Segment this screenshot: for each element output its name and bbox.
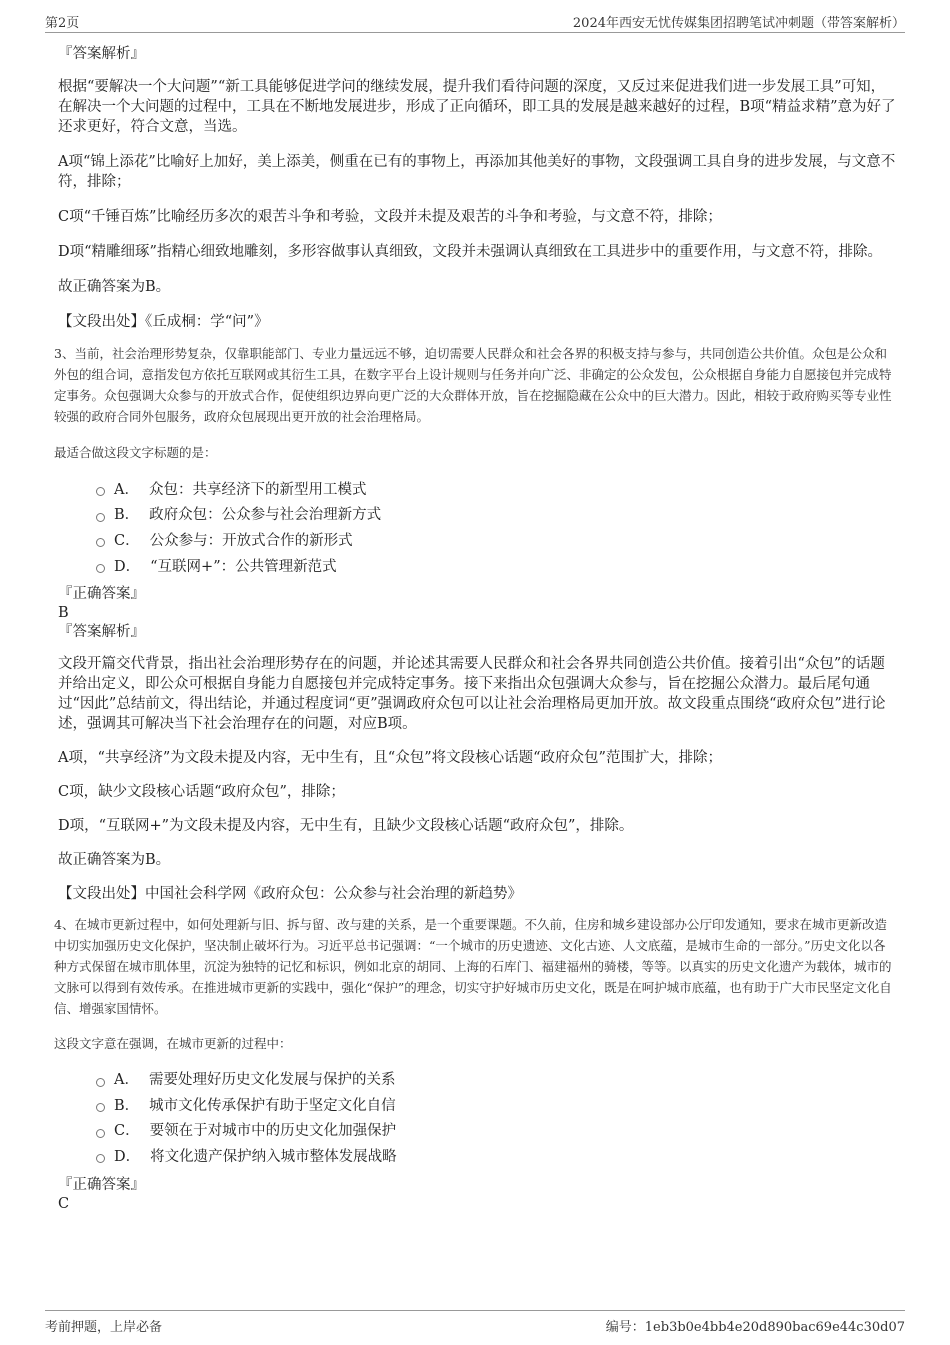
q3-options [58, 477, 898, 579]
q4-options [58, 1067, 898, 1169]
q3-conclusion: 故正确答案为B。 [58, 852, 171, 869]
q3-option-d[interactable] [96, 554, 898, 580]
page-header [45, 12, 905, 33]
option-label: A． [114, 1072, 139, 1089]
option-label: D． [114, 558, 141, 575]
radio-icon[interactable] [96, 487, 105, 496]
q3-option-c[interactable] [96, 528, 898, 554]
radio-icon[interactable] [96, 1154, 105, 1163]
option-label: B． [114, 1097, 140, 1114]
q4-answer-title: 『正确答案』 [58, 1176, 145, 1193]
q4-option-b[interactable] [96, 1093, 898, 1119]
q2-conclusion: 故正确答案为B。 [58, 279, 171, 295]
q2-analysis-title: 『答案解析』 [58, 46, 145, 62]
option-label: C． [114, 532, 140, 549]
option-text: 城市文化传承保护有助于坚定文化自信 [149, 1097, 396, 1114]
q3-analysis-p3: C项，缺少文段核心话题“政府众包”，排除； [58, 784, 345, 801]
document-title: 2024年西安无忧传媒集团招聘笔试冲刺题（带答案解析） [572, 16, 905, 31]
q3-answer-title: 『正确答案』 [58, 586, 145, 603]
radio-icon[interactable] [96, 564, 105, 573]
option-text: 要领在于对城市中的历史文化加强保护 [149, 1123, 397, 1140]
q3-option-a[interactable] [96, 477, 898, 503]
option-text: 众包：共享经济下的新型用工模式 [148, 481, 367, 498]
q3-analysis-title: 『答案解析』 [58, 624, 145, 641]
question-4 [54, 914, 898, 1213]
question-3 [54, 343, 898, 904]
q2-analysis-p1: 根据“要解决一个大问题”“新工具能够促进学问的继续发展，提升我们看待问题的深度，又反过来促进我们进一步发展工具”可知，在解决一个大问题的过程中，工具在不断地发展进步，形成了正向循环，即工具的发展是越来越好的过程，B项“精益求精”意为好了还求更好，符合文意，当选。 [58, 79, 896, 135]
footer-slogan: 考前押题，上岸必备 [45, 1320, 163, 1335]
option-text: “互联网+”：公共管理新范式 [150, 558, 337, 575]
radio-icon[interactable] [96, 1078, 105, 1087]
q2-analysis-p3: C项“千锤百炼”比喻经历多次的艰苦斗争和考验，文段并未提及艰苦的斗争和考验，与文意不符，排除； [58, 209, 722, 225]
q3-analysis-p2: A项，“共享经济”为文段未提及内容，无中生有，且“众包”将文段核心话题“政府众包”范围扩大，排除； [58, 750, 722, 767]
q4-stem: 4、在城市更新过程中，如何处理新与旧、拆与留、改与建的关系，是一个重要课题。不久前，住房和城乡建设部办公厅印发通知，要求在城市更新改造中切实加强历史文化保护，坚决制止破坏行为。习近平总书记强调：“一个城市的历史遗迹、文化古迹、人文底蕴，是城市生命的一部分。”历史文化以各种方式保留在城市肌体里，沉淀为独特的记忆和标识，例如北京的胡同、上海的石库门、福建福州的骑楼，等等。以真实的历史文化遗产为载体，城市的文脉可以得到有效传承。在推进城市更新的实践中，强化“保护”的理念，切实守护好城市历史文化，既是在呵护城市底蕴，也有助于广大市民坚定文化自信、增强家国情怀。 [54, 917, 892, 1017]
q2-analysis-section [58, 45, 898, 332]
q3-stem: 3、当前，社会治理形势复杂，仅靠职能部门、专业力量远远不够，迫切需要人民群众和社会各界的积极支持与参与，共同创造公共价值。众包是公众和外包的组合词，意指发包方依托互联网或其衍生工具，在数字平台上设计规则与任务并向广泛、非确定的公众发包，公众根据自身能力自愿接包并完成特定事务。众包强调大众参与的开放式合作，促使组织边界向更广泛的大众群体开放，旨在挖掘隐藏在公众中的巨大潜力。因此，相较于政府购买等专业性较强的政府合同外包服务，政府众包展现出更开放的社会治理格局。 [54, 346, 892, 424]
q3-analysis-p1: 文段开篇交代背景，指出社会治理形势存在的问题，并论述其需要人民群众和社会各界共同创造公共价值。接着引出“众包”的话题并给出定义，即公众可根据自身能力自愿接包并完成特定事务。接下来指出众包强调大众参与，旨在挖掘公众潜力。最后尾句通过“因此”总结前文，得出结论，并通过程度词“更”强调政府众包可以让社会治理格局更加开放。故文段重点围绕“政府众包”进行论述，强调其可解决当下社会治理存在的问题，对应B项。 [58, 656, 886, 733]
radio-icon[interactable] [96, 1129, 105, 1138]
option-text: 将文化遗产保护纳入城市整体发展战略 [150, 1148, 397, 1165]
q4-question: 这段文字意在强调，在城市更新的过程中： [54, 1036, 292, 1052]
q4-option-d[interactable] [96, 1144, 898, 1170]
page-footer [45, 1310, 905, 1333]
q3-analysis-p4: D项，“互联网+”为文段未提及内容，无中生有，且缺少文段核心话题“政府众包”，排除。 [58, 818, 634, 835]
q2-source: 【文段出处】《丘成桐：学“问”》 [58, 314, 269, 330]
radio-icon[interactable] [96, 513, 105, 522]
option-text: 政府众包：公众参与社会治理新方式 [149, 507, 382, 524]
option-label: B． [114, 507, 140, 524]
q3-option-b[interactable] [96, 503, 898, 529]
radio-icon[interactable] [96, 1103, 105, 1112]
option-label: D． [114, 1148, 141, 1165]
page-number: 第2页 [45, 16, 80, 31]
option-label: C． [114, 1123, 140, 1140]
q3-answer: B [58, 605, 69, 622]
q4-option-c[interactable] [96, 1119, 898, 1145]
document-body [54, 45, 898, 1214]
document-id: 编号：1eb3b0e4bb4e20d890bac69e44c30d07 [605, 1320, 905, 1335]
q2-analysis-p4: D项“精雕细琢”指精心细致地雕刻，多形容做事认真细致，文段并未强调认真细致在工具进步中的重要作用，与文意不符，排除。 [58, 244, 882, 260]
radio-icon[interactable] [96, 538, 105, 547]
q3-question: 最适合做这段文字标题的是： [54, 445, 217, 460]
option-text: 公众参与：开放式合作的新形式 [149, 532, 353, 549]
q4-option-a[interactable] [96, 1067, 898, 1093]
option-text: 需要处理好历史文化发展与保护的关系 [148, 1072, 396, 1089]
option-label: A． [114, 481, 139, 498]
q3-source: 【文段出处】中国社会科学网《政府众包：公众参与社会治理的新趋势》 [58, 886, 522, 903]
q4-answer: C [58, 1195, 70, 1212]
q2-analysis-p2: A项“锦上添花”比喻好上加好，美上添美，侧重在已有的事物上，再添加其他美好的事物，文段强调工具自身的进步发展，与文意不符，排除； [58, 154, 896, 190]
